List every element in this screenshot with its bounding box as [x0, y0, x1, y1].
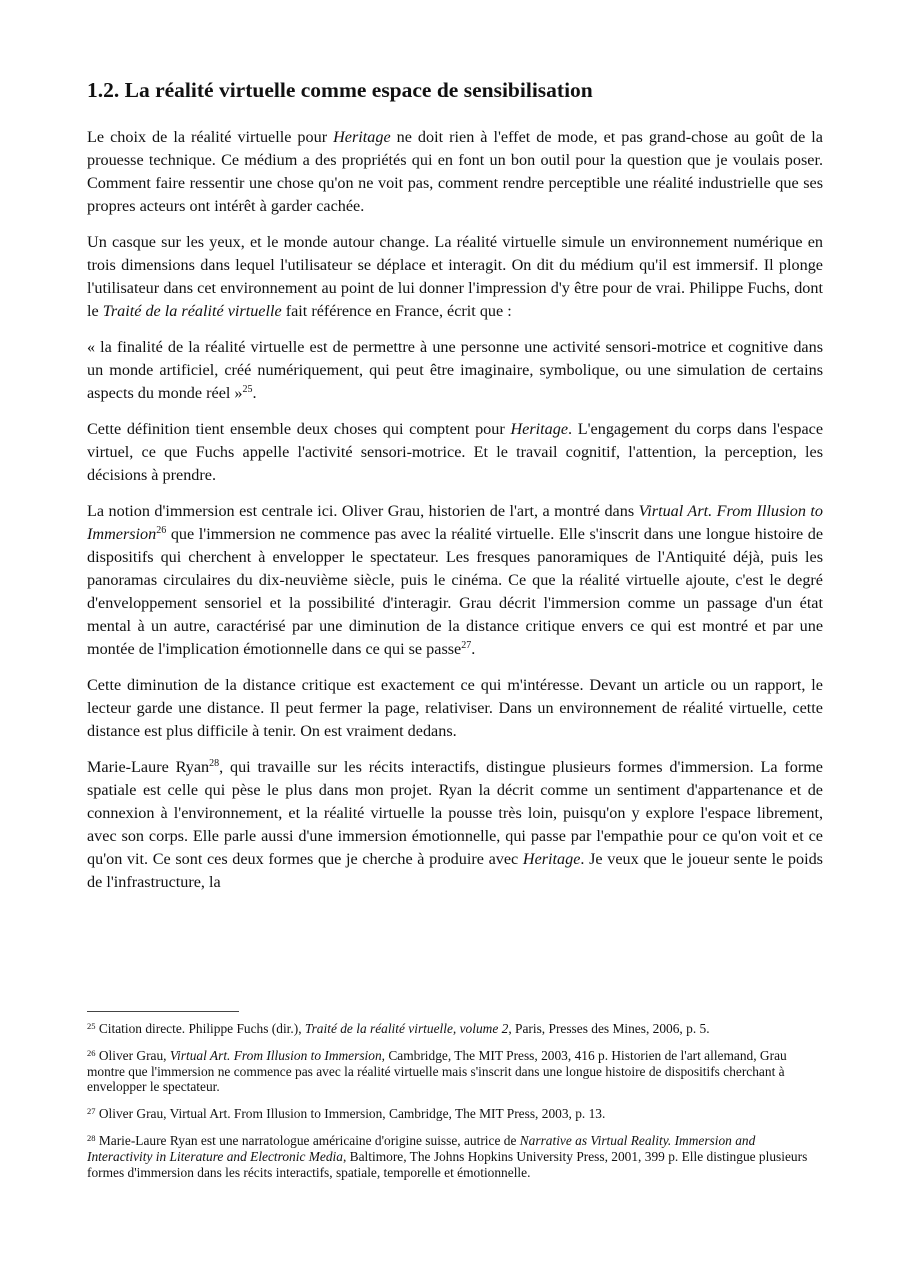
paragraph-1: [87, 126, 823, 218]
text: que l'immersion ne commence pas avec la réalité virtuelle. Elle s'inscrit dans une longue histoire de dispositifs qui cherchent à envelopper le spectateur. Les fresques panoramiques de l'Antiquité déjà, puis les panoramas circulaires du dix-neuvième siècle, puis le cinéma. Ce que la réalité virtuelle ajoute, c'est le degré d'enveloppement sensoriel et la possibilité d'interagir. Grau décrit l'immersion comme un passage d'un état mental à un autre, caractérisé par une diminution de la distance critique envers ce qui est montré et par une montée de l'implication émotionnelle dans ce qui se passe: [87, 524, 823, 658]
emphasis: Traité de la réalité virtuelle, volume 2: [304, 1021, 509, 1036]
text: Le choix de la réalité virtuelle pour: [87, 127, 334, 146]
text: Oliver Grau,: [95, 1047, 170, 1063]
emphasis: Traité de la réalité virtuelle: [102, 301, 282, 320]
text: , Baltimore, The Johns Hopkins University Press, 2001, 399 p. Elle distingue plusieurs formes d'immersion dans les récits interactifs, spatiale, temporelle et émotionnelle.: [87, 1148, 808, 1180]
text: Oliver Grau, Virtual Art. From Illusion to Immersion, Cambridge, The MIT Press, 2003, p. 13.: [95, 1106, 606, 1122]
page-body: [87, 78, 823, 907]
footnote-ref-26[interactable]: 26: [156, 524, 167, 536]
text: ne doit rien à l'effet de mode, et pas grand-chose au goût de la prouesse technique. Ce médium a des propriétés qui en font un bon outil pour la question que je voulais poser. Comment faire ressentir une chose qu'on ne voit pas, comment rendre perceptible une réalité industrielle que ses propres acteurs ont intérêt à garder cachée.: [87, 127, 823, 215]
text: Marie-Laure Ryan: [87, 757, 210, 776]
footnote-number: 27: [87, 1106, 96, 1117]
emphasis: Virtual Art. From Illusion to Immersion: [169, 1047, 382, 1063]
text: Cette diminution de la distance critique est exactement ce qui m'intéresse. Devant un article ou un rapport, le lecteur garde une distance. Il peut fermer la page, relativiser. Dans un environnement de réalité virtuelle, cette distance est plus difficile à tenir. On est vraiment dedans.: [87, 675, 823, 740]
emphasis: Virtual Art. From Illusion to Immersion: [87, 501, 823, 543]
paragraph-7: [87, 756, 823, 894]
text: fait référence en France, écrit que :: [281, 301, 512, 320]
text: Citation directe. Philippe Fuchs (dir.),: [95, 1021, 305, 1036]
footnote-ref-25[interactable]: 25: [242, 383, 253, 395]
paragraph-6: [87, 674, 823, 743]
emphasis: Heritage: [510, 419, 569, 438]
footnote-26: [87, 1048, 823, 1095]
footnote-25: [87, 1021, 823, 1037]
footnote-number: 25: [87, 1021, 96, 1031]
text: . L'engagement du corps dans l'espace virtuel, ce que Fuchs appelle l'activité sensori-motrice. Et le travail cognitif, l'attention, la perception, les décisions à prendre.: [87, 419, 824, 484]
text: , Cambridge, The MIT Press, 2003, 416 p. Historien de l'art allemand, Grau montre que l'immersion ne commence pas avec la réalité virtuelle mais s'inscrit dans une longue histoire de dispositifs cherchant à envelopper le spectateur.: [87, 1047, 787, 1095]
text: Marie-Laure Ryan est une narratologue américaine d'origine suisse, autrice de: [95, 1132, 520, 1148]
emphasis: Narrative as Virtual Reality. Immersion and Interactivity in Literature and Electronic Media: [87, 1132, 756, 1164]
text: Cette définition tient ensemble deux choses qui comptent pour: [87, 419, 511, 438]
text: , Paris, Presses des Mines, 2006, p. 5.: [508, 1021, 710, 1036]
footnote-28: [87, 1133, 823, 1180]
text: . Je veux que le joueur sente le poids de l'infrastructure, la: [87, 849, 823, 891]
footnotes: [87, 1021, 823, 1191]
text: .: [252, 383, 257, 402]
paragraph-4: [87, 418, 823, 487]
paragraph-2: [87, 231, 823, 323]
footnote-27: [87, 1106, 823, 1122]
text: « la finalité de la réalité virtuelle est de permettre à une personne une activité sensori-motrice et cognitive dans un monde artificiel, créé numériquement, qui peut être imaginaire, symbolique, ou une simulation de certains aspects du monde réel »: [87, 337, 823, 402]
footnote-ref-28[interactable]: 28: [209, 757, 220, 769]
emphasis: Heritage: [522, 849, 581, 868]
paragraph-3-quote: [87, 336, 823, 405]
footnote-number: 26: [87, 1047, 96, 1058]
footnote-number: 28: [87, 1132, 96, 1143]
footnote-separator: [87, 1011, 239, 1012]
text: .: [471, 639, 476, 658]
emphasis: Heritage: [333, 127, 391, 146]
paragraph-5: [87, 500, 823, 661]
text: La notion d'immersion est centrale ici. Oliver Grau, historien de l'art, a montré dans: [87, 501, 639, 520]
section-heading: 1.2. La réalité virtuelle comme espace de sensibilisation: [87, 78, 593, 102]
text: Un casque sur les yeux, et le monde autour change. La réalité virtuelle simule un environnement numérique en trois dimensions dans lequel l'utilisateur se déplace et interagit. On dit du médium qu'il est immersif. Il plonge l'utilisateur dans cet environnement au point de lui donner l'impression d'y être pour de vrai. Philippe Fuchs, dont le: [87, 232, 823, 320]
text: , qui travaille sur les récits interactifs, distingue plusieurs formes d'immersion. La forme spatiale est celle qui pèse le plus dans mon projet. Ryan la décrit comme un sentiment d'appartenance et de connexion à l'environnement, et la réalité virtuelle la pousse très loin, puisqu'on y explore l'espace librement, avec son corps. Elle parle aussi d'une immersion émotionnelle, qui passe par l'empathie pour ce qu'on voit et ce qu'on vit. Ce sont ces deux formes que je cherche à produire avec: [87, 757, 823, 868]
footnote-ref-27[interactable]: 27: [461, 639, 472, 651]
